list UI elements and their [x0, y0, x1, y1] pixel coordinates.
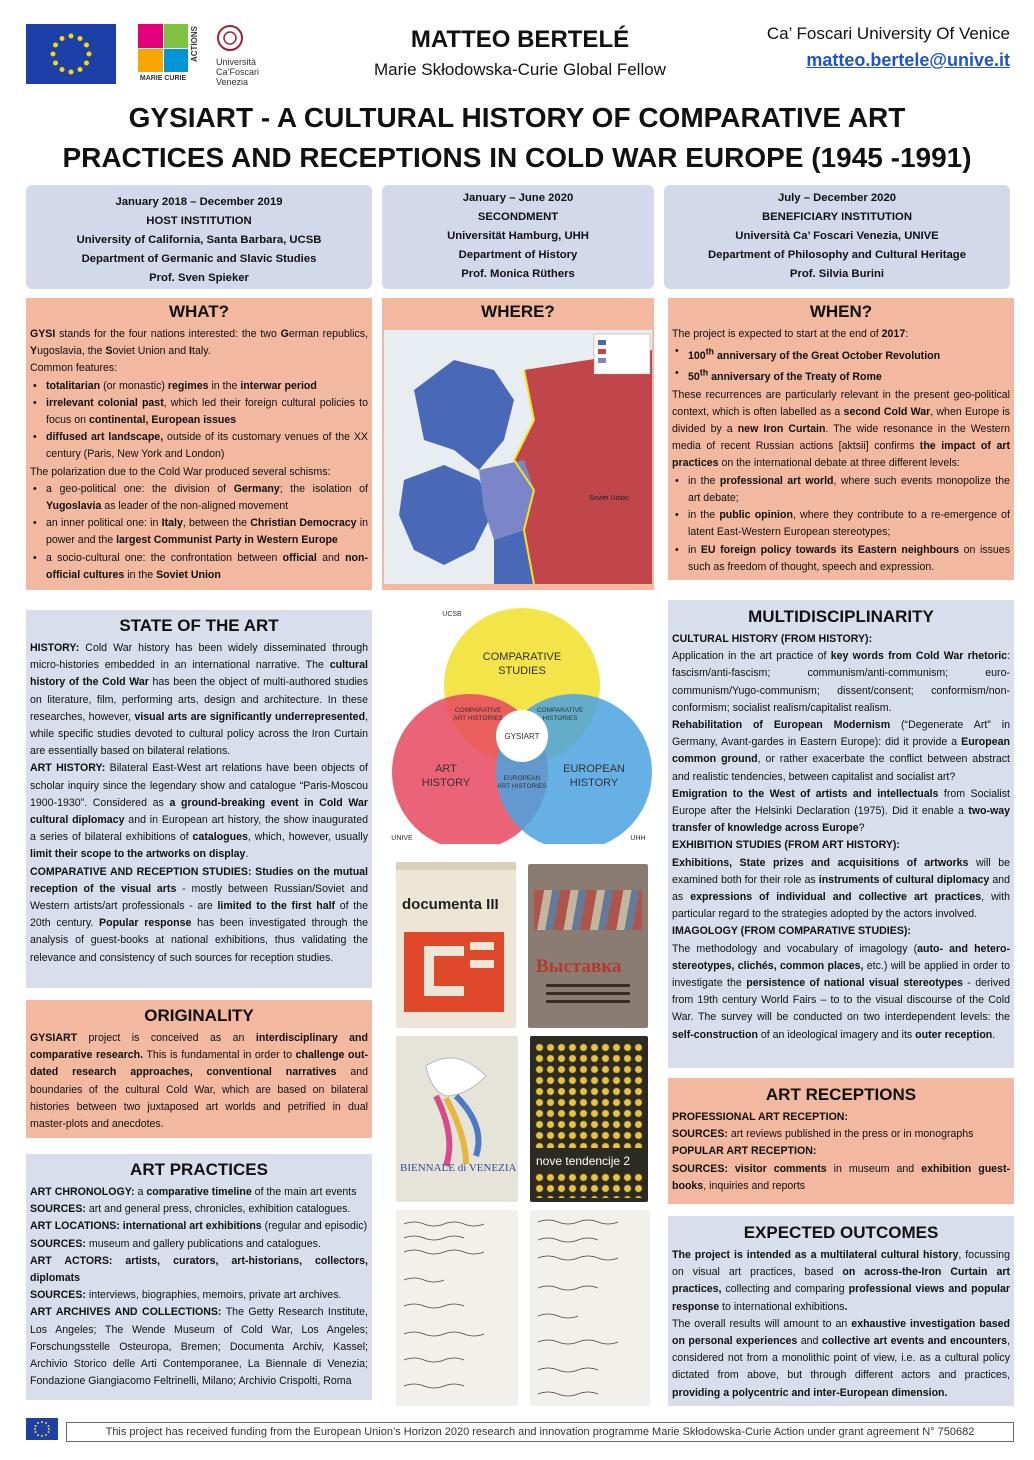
dove-illustration	[396, 1036, 518, 1176]
section-multidisciplinarity	[668, 600, 1014, 1068]
institution-box-host	[26, 185, 372, 289]
inst-line: Department of Germanic and Slavic Studies	[81, 253, 317, 265]
europe-map	[384, 330, 652, 584]
section-title: WHAT?	[168, 302, 230, 321]
inst-line: Prof. Sven Spieker	[149, 272, 249, 284]
inst-line: SECONDMENT	[477, 211, 559, 223]
inst-line: University of California, Santa Barbara, UCSB	[76, 234, 322, 246]
inst-line: January 2018 – December 2019	[115, 196, 283, 208]
venn-label-bottom-2: ART HISTORIES	[497, 783, 547, 790]
author-name: MATTEO BERTELÉ	[410, 26, 630, 53]
poster-text-tendencije: nove tendencije 2	[536, 1154, 631, 1168]
eu-flag-logo	[26, 24, 116, 84]
section-title: STATE OF THE ART	[119, 616, 279, 635]
section-body: The project is expected to start at the end of 2017: • 100th anniversary of the Great October Revolution • 50th anniversary of the Treaty of Rome These recurrences are particularly relevant in the present geo-political context, which is often labelled as a second Cold War, when Europe is divided by a new Iron Curtain. The wide resonance in the Western media of recent Russian actions [aktsii] confirms the impact of art practices on the international debate at three different levels: • in the professional art world, where such events monopolize the art debate; • in the public opinion, where they contribute to a re-emergence of latent East-Western European stereotypes; • in EU foreign policy towards its Eastern neighbours on issues such as freedom of thought, speech and expression.	[668, 326, 1014, 576]
section-when	[668, 298, 1014, 580]
venn-label-unive: UNIVE	[391, 835, 413, 842]
unive-logo-line2: Ca’Foscari	[216, 67, 260, 77]
unive-logo-line3: Venezia	[216, 77, 249, 87]
eu-stars-icon	[26, 1418, 58, 1440]
unive-logo-line1: Università	[216, 57, 257, 67]
section-title: EXPECTED OUTCOMES	[743, 1223, 939, 1242]
msca-logo-text: MARIE CURIE	[139, 75, 187, 82]
section-title: WHEN?	[809, 302, 873, 321]
inst-line: July – December 2020	[777, 192, 897, 204]
unive-logo	[216, 24, 276, 87]
venn-label-top-2: STUDIES	[498, 665, 546, 677]
venn-label-uhh: UHH	[630, 835, 646, 842]
inst-line: Prof. Silvia Burini	[789, 268, 885, 280]
poster-text-documenta: documenta III	[402, 896, 499, 913]
section-originality	[26, 1000, 372, 1138]
poster-image-biennale	[396, 1036, 518, 1202]
unive-seal-icon	[216, 24, 244, 52]
venn-label-top-1: COMPARATIVE	[482, 651, 562, 663]
handwriting-scribbles	[530, 1210, 650, 1406]
section-expected-outcomes	[668, 1216, 1014, 1406]
section-where	[382, 298, 654, 590]
venn-label-right-1: EUROPEAN	[563, 763, 625, 775]
venn-label-tr-2: HISTORIES	[542, 715, 578, 722]
poster-text-vystavka: Выставка	[536, 956, 622, 977]
section-body: ART CHRONOLOGY: a comparative timeline of the main art events SOURCES: art and general press, chronicles, exhibition catalogues. ART LOCATIONS: international art exhibitions (regular and episodic) SOURCES: museum and gallery publications and catalogues. ART ACTORS: artists, curators, art-historians, collectors, diplomats SOURCES: interviews, biographies, memoirs, private art archives. ART ARCHIVES AND COLLECTIONS: The Getty Research Institute, Los Angeles; The Wende Museum of Cold War, Los Angeles; Forschungsstelle Osteuropa, Bremen; Documenta Archiv, Kassel; Archivio Storico delle Arti Contemporanee, La Biennale di Venezia; Fondazione Giangiacomo Feltrinelli, Milano; Archivio Crispolti, Roma	[30, 1186, 368, 1388]
section-state-of-the-art	[26, 610, 372, 988]
title-line-1: GYSIART - A CULTURAL HISTORY OF COMPARATIVE ART	[128, 102, 906, 133]
actions-logo-text: ACTIONS	[190, 26, 199, 62]
venn-label-bottom-1: EUROPEAN	[503, 775, 541, 782]
institution-box-beneficiary	[664, 185, 1010, 289]
title-line-2: PRACTICES AND RECEPTIONS IN COLD WAR EUROPE (1945 -1991)	[62, 142, 972, 173]
inst-line: Department of History	[458, 249, 578, 261]
section-art-receptions	[668, 1078, 1014, 1204]
venn-label-ucsb: UCSB	[442, 611, 462, 618]
inst-line: BENEFICIARY INSTITUTION	[761, 211, 912, 223]
venn-label-right-2: HISTORY	[569, 777, 619, 789]
venn-label-left-2: HISTORY	[421, 777, 471, 789]
inst-line: Department of Philosophy and Cultural Heritage	[708, 249, 966, 261]
funding-footer: This project has received funding from the European Union’s Horizon 2020 research and innovation programme Marie Skłodowska-Curie Action under grant agreement N° 750682	[66, 1422, 1014, 1442]
venn-diagram	[382, 604, 662, 844]
poster-text-biennale: BIENNALE di VENEZIA	[400, 1162, 517, 1174]
section-title: WHERE?	[481, 302, 555, 321]
inst-line: January – June 2020	[462, 192, 574, 204]
venn-label-center: GYSIART	[504, 732, 540, 741]
section-art-practices	[26, 1154, 372, 1400]
handwritten-guestbook-right	[530, 1210, 650, 1406]
section-body: PROFESSIONAL ART RECEPTION: SOURCES: art reviews published in the press or in monographs POPULAR ART RECEPTION: SOURCES: visitor comments in museum and exhibition guest-books, inquiries and reports	[672, 1111, 1010, 1192]
section-title: ART RECEPTIONS	[765, 1085, 917, 1104]
section-body: GYSI stands for the four nations interested: the two German republics, Yugoslavia, the Soviet Union and Italy. Common features: • totalitarian (or monastic) regimes in the interwar period • irrelevant colonial past, which led their foreign cultural policies to focus on continental, European issues • diffused art landscape, outside of its customary venues of the XX century (Paris, New York and London) The polarization due to the Cold War produced several schisms: • a geo-political one: the division of Germany; the isolation of Yugoslavia as leader of the non-aligned movement • an inner political one: in Italy, between the Christian Democracy in power and the largest Communist Party in Western Europe • a socio-cultural one: the confrontation between official and non-official cultures in the Soviet Union	[26, 326, 372, 584]
section-body: CULTURAL HISTORY (FROM HISTORY): Application in the art practice of key words from Cold War rhetoric: fascism/anti-fascism; communism/anti-communism; euro-communism/Yugo-communism; dissent/consent; conformism/non-conformism; socialist realism/capitalist realism. Rehabilitation of European Modernism (“Degenerate Art” in Germany, Avant-gardes in Eastern Europe): did it provide a European common ground, or rather exacerbate the conflict between abstract and realistic tendencies, between capitalist and socialist art? Emigration to the West of artists and intellectuals from Socialist Europe after the Helsinki Declaration (1975). Did it enable a two-way transfer of knowledge across Europe? EXHIBITION STUDIES (FROM ART HISTORY): Exhibitions, State prizes and acquisitions of artworks will be examined both for their role as instruments of cultural diplomacy and as expressions of individual and collective art practices, with particular regard to the strategies adopted by the actors involved. IMAGOLOGY (FROM COMPARATIVE STUDIES): The methodology and vocabulary of imagology (auto- and hetero-stereotypes, clichés, common places, etc.) will be applied in order to investigate the persistence of national visual stereotypes - derived from 19th century World Fairs – to to the visual discourse of the Cold War. The survey will be conducted on two interdependent levels: the self-construction of an ideological imagery and its outer reception.	[672, 633, 1011, 1041]
inst-line: Università Ca’ Foscari Venezia, UNIVE	[735, 230, 939, 242]
university-name: Ca’ Foscari University Of Venice	[766, 24, 1010, 43]
inst-line: HOST INSTITUTION	[146, 215, 252, 227]
section-body: GYSIART project is conceived as an interdisciplinary and comparative research. This is fundamental in order to challenge out-dated research approaches, conventional narratives and boundaries of the cultural Cold War, which are based on bilateral histories between two juxtaposed art worlds and petrified in dual master-plots and anecdotes.	[30, 1032, 368, 1131]
section-body: HISTORY: Cold War history has been widely disseminated through micro-histories embedded in an international narrative. The cultural history of the Cold War has been the object of multi-authored studies on literature, film, performing arts, design and architecture. In these researches, however, visual arts are significantly underrepresented, while specific studies devoted to cultural policy across the Iron Curtain are essentially based on bilateral relations. ART HISTORY: Bilateral East-West art relations have been objects of scholar inquiry since the legendary show and catalogue “Paris-Moscou 1900-1930”. Considered as a ground-breaking event in Cold War cultural diplomacy and in European art history, the show inaugurated a series of bilateral exhibitions of catalogues, which, however, usually limit their scope to the artworks on display. COMPARATIVE AND RECEPTION STUDIES: Studies on the mutual reception of the visual arts - mostly between Russian/Soviet and Western artists/art professionals - are limited to the first half of the 20th century. Popular response has been investigated through the analysis of guest-books at national exhibitions, thus validating the relevance and consistency of such sources for reception studies.	[30, 642, 369, 964]
section-title: MULTIDISCIPLINARITY	[748, 607, 934, 626]
institution-box-secondment	[382, 185, 654, 289]
map-label-soviet-union: Soviet Union	[589, 495, 629, 502]
venn-label-left-1: ART	[435, 763, 457, 775]
venn-label-tl-1: COMPARATIVE	[454, 707, 502, 714]
poster-title	[20, 98, 1014, 178]
section-title: ORIGINALITY	[144, 1006, 254, 1025]
poster-image-documenta	[396, 862, 516, 1028]
inst-line: Prof. Monica Rüthers	[461, 268, 575, 280]
eu-stars-icon	[26, 24, 116, 84]
handwritten-guestbook-left	[396, 1210, 518, 1406]
email-link[interactable]: matteo.bertele@unive.it	[806, 50, 1010, 70]
inst-line: Universität Hamburg, UHH	[447, 230, 589, 242]
poster-image-vystavka	[528, 864, 648, 1028]
msca-logo	[138, 24, 199, 84]
venn-label-tl-2: ART HISTORIES	[453, 715, 503, 722]
section-what	[26, 298, 372, 590]
venn-label-tr-1: COMPARATIVE	[536, 707, 584, 714]
author-role: Marie Skłodowska-Curie Global Fellow	[374, 60, 666, 79]
footer-eu-flag	[26, 1418, 58, 1440]
section-title: ART PRACTICES	[130, 1160, 268, 1179]
handwriting-scribbles	[396, 1210, 518, 1406]
section-body: The project is intended as a multilateral cultural history, focussing on visual art practices, based on across-the-Iron Curtain art practices, collecting and comparing professional views and popular response to international exhibitions. The overall results will amount to an exhaustive investigation based on personal experiences and collective art events and encounters, considered not from a monolithic point of view, i.e. as a cultural policy dictated from above, but through different actors and practices, providing a polycentric and inter-European dimension.	[672, 1249, 1011, 1399]
poster-image-nove-tendencije	[530, 1036, 648, 1202]
